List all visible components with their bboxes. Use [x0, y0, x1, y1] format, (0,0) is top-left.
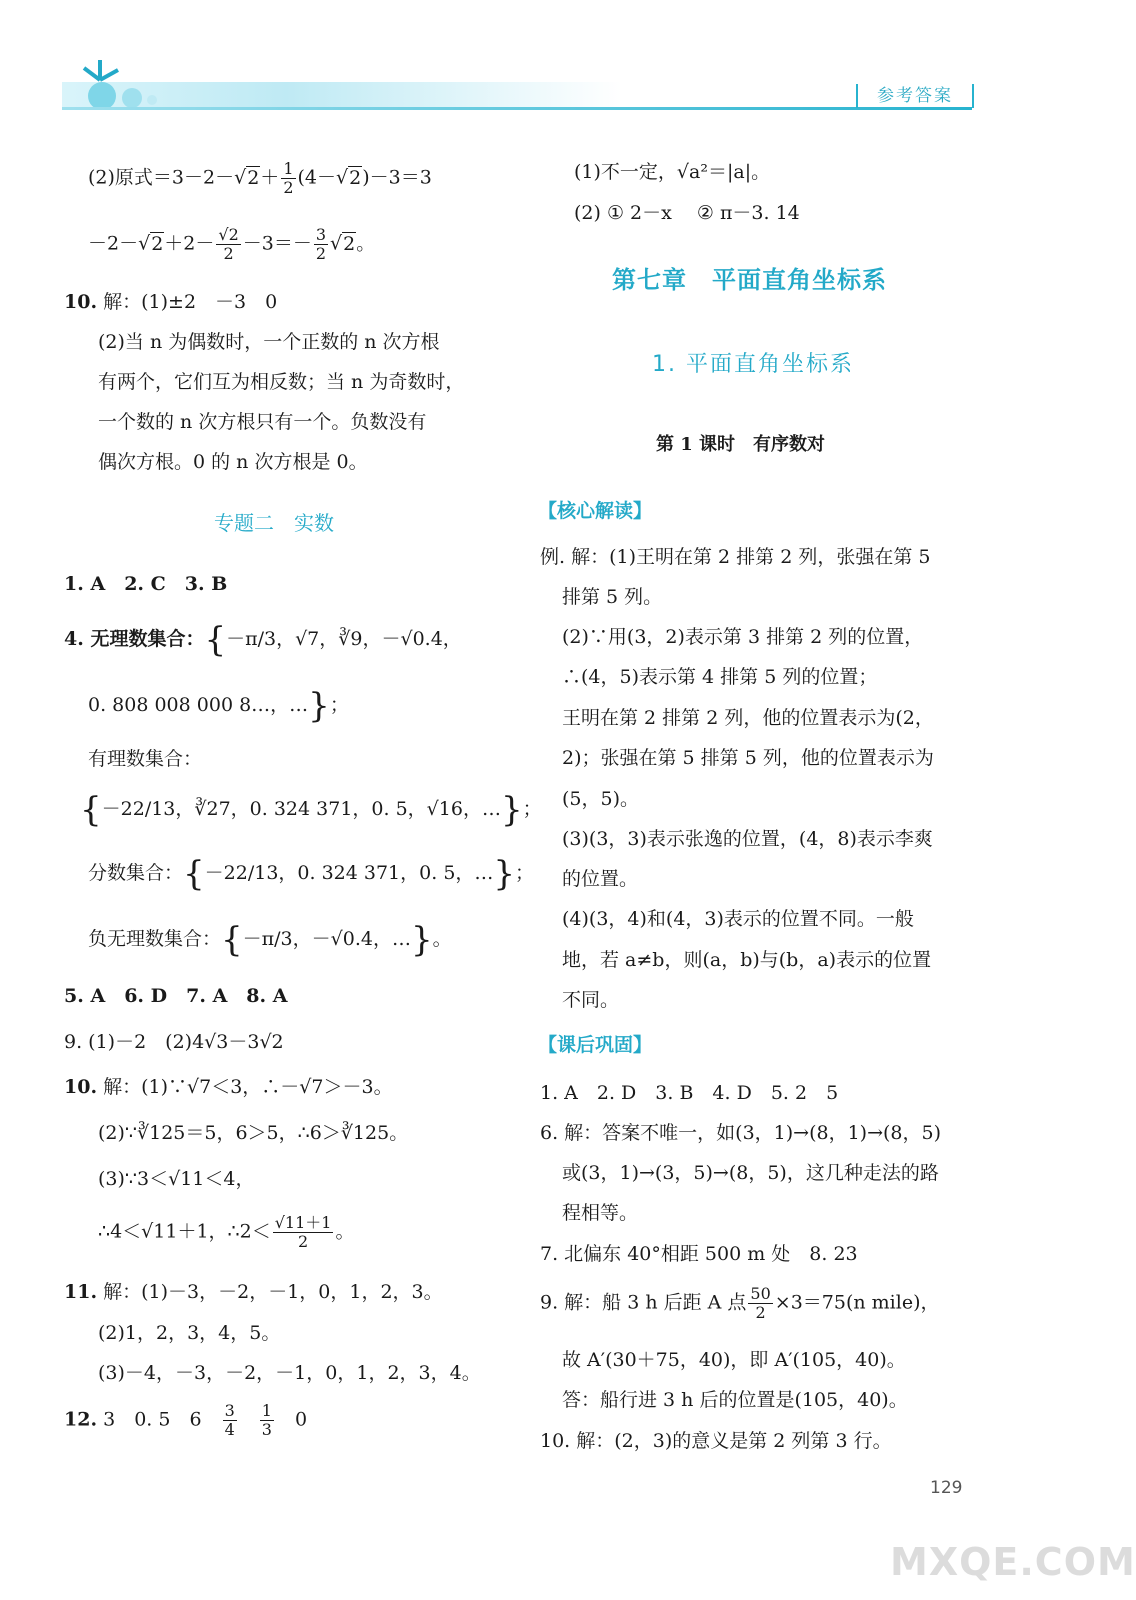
example-line-2: 排第 5 列。	[562, 586, 663, 608]
q6-line-c: 程相等。	[562, 1202, 639, 1224]
question-10-a: 10. 解：(1)±2 －3 0	[64, 291, 278, 313]
q11-line-b: (2)1，2，3，4，5。	[98, 1322, 281, 1344]
left-line-2: －2－√2＋2－ $\frac{√2}{2}$ －3＝－ $\frac{3}{2}$ √2。	[88, 225, 376, 263]
q10b-line-c: (3)∵3＜√11＜4，	[98, 1168, 255, 1190]
page-number: 129	[930, 1478, 963, 1498]
example-line-8: (3)(3，3)表示张逸的位置，(4，8)表示李爽	[562, 828, 933, 850]
q9-line-a: 9. 解：船 3 h 后距 A 点 $\frac{50}{2}$ ×3＝75(n mile)，	[540, 1284, 940, 1322]
q10-line-e: 偶次方根。0 的 n 次方根是 0。	[98, 451, 368, 473]
question-12: 12. 3 0. 5 6 $\frac{3}{4}$ $\frac{1}{3}$ 0	[64, 1401, 308, 1439]
negative-irrational-set: 负无理数集合：{－π/3，－√0.4，…}。	[88, 920, 452, 960]
q9-line-c: 答：船行进 3 h 后的位置是(105，40)。	[562, 1389, 908, 1411]
section-title: 1. 平面直角坐标系	[652, 352, 854, 377]
q10-line-c: 有两个，它们互为相反数；当 n 为奇数时，	[98, 371, 465, 393]
rational-set: {－22/13，∛27，0. 324 371，0. 5，√16，…}；	[80, 790, 542, 830]
q6-line-b: 或(3，1)→(3，5)→(8，5)，这几种走法的路	[562, 1162, 939, 1184]
q10b-line-b: (2)∵∛125＝5，6＞5，∴6＞∛125。	[98, 1122, 409, 1144]
core-reading-tag: 【核心解读】	[538, 500, 653, 522]
q7-q8-answers: 7. 北偏东 40°相距 500 m 处 8. 23	[540, 1243, 858, 1265]
example-line-12: 不同。	[562, 989, 620, 1011]
irrational-set-cont: 0. 808 008 000 8…，…}；	[88, 686, 349, 726]
consolidation-answers: 1. A 2. D 3. B 4. D 5. 2 5	[540, 1082, 839, 1104]
lesson-title: 第 1 课时 有序数对	[656, 434, 826, 455]
irrational-set: 4. 无理数集合：{－π/3，√7，∛9，－√0.4，	[64, 620, 462, 660]
q10-right: 10. 解：(2，3)的意义是第 2 列第 3 行。	[540, 1430, 892, 1452]
q10b-line-d: ∴4＜√11＋1，∴2＜ $\frac{√11+1}{2}$ 。	[98, 1213, 355, 1251]
chapter-title: 第七章 平面直角坐标系	[612, 266, 887, 294]
topic-title: 专题二 实数	[214, 511, 334, 535]
q9-line-b: 故 A′(30＋75，40)，即 A′(105，40)。	[562, 1349, 906, 1371]
after-class-tag: 【课后巩固】	[538, 1034, 653, 1056]
section-tag: 参考答案	[856, 84, 974, 108]
q10-line-d: 一个数的 n 次方根只有一个。负数没有	[98, 411, 427, 433]
left-line-1: (2)原式＝3－2－√2＋ $\frac{1}{2}$ (4－√2)－3＝3	[88, 159, 432, 197]
q10-line-b: (2)当 n 为偶数时，一个正数的 n 次方根	[98, 331, 440, 353]
right-line-2: (2) ① 2－x ② π－3. 14	[574, 202, 800, 224]
example-line-3: (2)∵用(3，2)表示第 3 排第 2 列的位置，	[562, 626, 924, 648]
example-line-9: 的位置。	[562, 868, 639, 890]
example-line-7: (5，5)。	[562, 788, 640, 810]
question-10b-a: 10. 解：(1)∵√7＜3，∴－√7＞－3。	[64, 1076, 393, 1098]
example-line-5: 王明在第 2 排第 2 列，他的位置表示为(2，	[562, 707, 934, 729]
q6-line-a: 6. 解：答案不唯一，如(3，1)→(8，1)→(8，5)	[540, 1122, 942, 1144]
windmill-icon	[62, 58, 172, 108]
answers-1-3: 1. A 2. C 3. B	[64, 573, 228, 595]
example-line-4: ∴(4，5)表示第 4 排第 5 列的位置；	[562, 666, 878, 688]
question-11-a: 11. 解：(1)－3，－2，－1，0，1，2，3。	[64, 1281, 443, 1303]
q11-line-c: (3)－4，－3，－2，－1，0，1，2，3，4。	[98, 1362, 481, 1384]
example-line-11: 地，若 a≠b，则(a，b)与(b，a)表示的位置	[562, 949, 932, 971]
answer-9: 9. (1)－2 (2)4√3－3√2	[64, 1031, 284, 1053]
example-line-6: 2)；张强在第 5 排第 5 列，他的位置表示为	[562, 747, 934, 769]
fraction-set: 分数集合：{－22/13，0. 324 371，0. 5，…}；	[88, 854, 535, 894]
answers-5-8: 5. A 6. D 7. A 8. A	[64, 985, 288, 1007]
example-line-1: 例. 解：(1)王明在第 2 排第 2 列，张强在第 5	[540, 546, 931, 568]
right-line-1: (1)不一定，√a²＝|a|。	[574, 161, 771, 183]
header-rule	[62, 107, 972, 110]
watermark: MXQE.COM	[890, 1540, 1136, 1584]
rational-label: 有理数集合：	[88, 748, 203, 770]
example-line-10: (4)(3，4)和(4，3)表示的位置不同。一般	[562, 908, 914, 930]
